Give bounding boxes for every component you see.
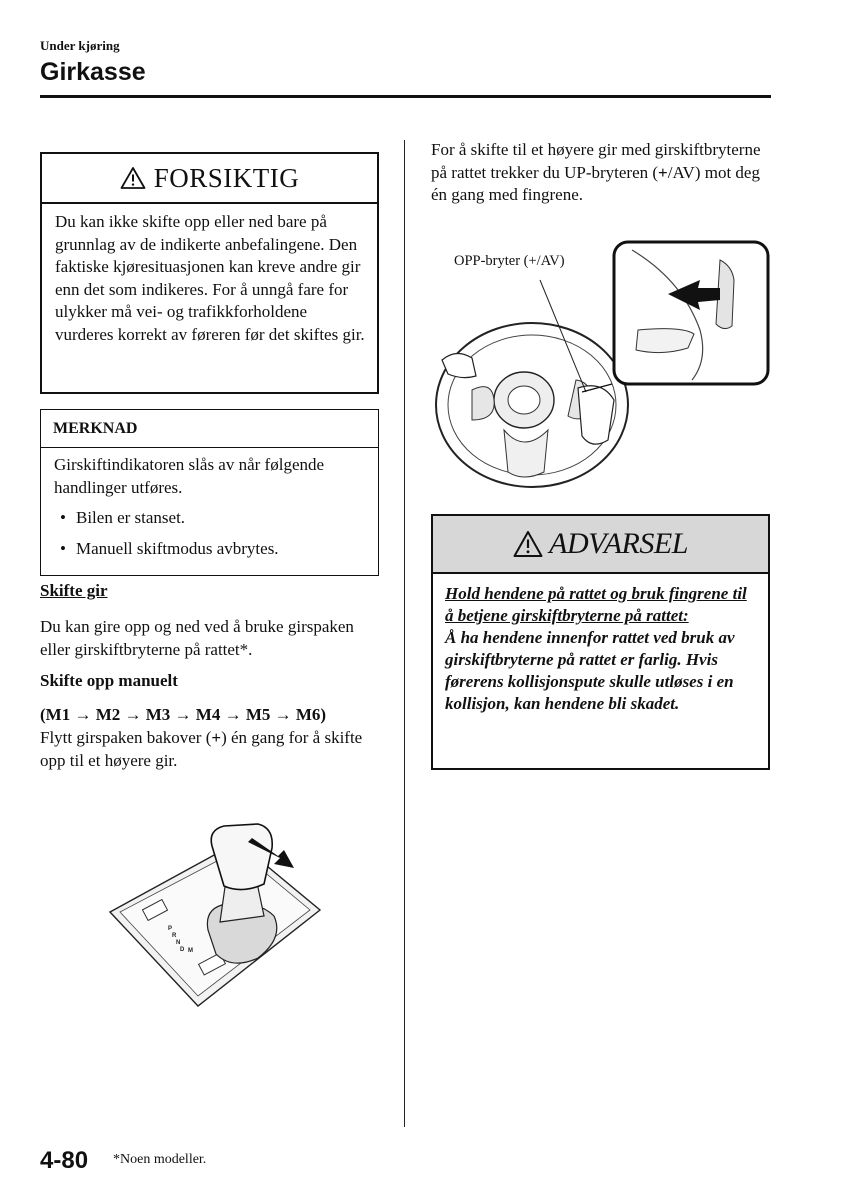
section-label: Under kjøring	[40, 38, 120, 53]
page-number: 4-80	[40, 1147, 89, 1174]
note-bullet: • Bilen er stanset.	[54, 507, 366, 530]
heading-skifte-opp: Skifte opp manuelt	[40, 671, 178, 690]
wheel-callout-label: OPP-bryter (+/AV)	[454, 253, 565, 269]
paragraph-shift-intro: Du kan gire opp og ned ved å bruke girspaken eller girskiftbryterne på rattet*.	[40, 617, 354, 659]
caution-box	[40, 152, 379, 394]
note-bullet-list	[54, 507, 366, 560]
paragraph-text: For å skifte til et høyere gir med girskiftbryterne på rattet trekker du UP-bryteren (	[431, 140, 761, 182]
note-title: MERKNAD	[41, 410, 378, 448]
warning-triangle-icon	[513, 530, 543, 558]
column-divider	[404, 140, 405, 1127]
title-rule	[40, 95, 771, 98]
shifter-label-n: N	[176, 940, 181, 946]
paragraph-paddle-shift	[431, 139, 771, 207]
warning-header	[433, 516, 768, 574]
warning-box	[431, 514, 770, 770]
shifter-label-p: P	[168, 926, 173, 932]
note-body	[41, 448, 378, 560]
warning-text: Å ha hendene innenfor rattet ved bruk av girskiftbryterne på rattet er farlig. Hvis førerens kollisjonspute skulle utløses i en kollisjon, kan hendene bli skadet.	[445, 628, 735, 713]
warning-title: ADVARSEL	[549, 527, 688, 560]
warning-heading: Hold hendene på rattet og bruk fingrene til å betjene girskiftbryterne på rattet:	[445, 584, 747, 625]
shifter-label-d: D	[180, 947, 185, 953]
gear-shifter-illustration	[108, 812, 322, 1008]
shifter-label-m: M	[188, 948, 193, 954]
caution-title: FORSIKTIG	[153, 162, 300, 193]
paragraph-text: ) én gang for å skifte opp til et høyere gir.	[40, 728, 363, 770]
warning-body	[433, 574, 768, 715]
caution-header	[42, 154, 377, 204]
page-title: Girkasse	[40, 58, 146, 86]
gear-sequence: (M1 → M2 → M3 → M4 → M5 → M6)	[40, 705, 327, 724]
heading-skifte-gir: Skifte gir	[40, 581, 108, 600]
warning-triangle-icon	[120, 166, 146, 190]
note-text: Girskiftindikatoren slås av når følgende handlinger utføres.	[54, 455, 325, 497]
paragraph-text: /AV) mot deg én gang med fingrene.	[431, 162, 760, 204]
paragraph-text: Flytt girspaken bakover (	[40, 728, 212, 747]
note-bullet: • Manuell skiftmodus avbrytes.	[54, 538, 366, 561]
footnote: *Noen modeller.	[113, 1152, 207, 1167]
paragraph-shift-up	[40, 727, 390, 772]
caution-text: Du kan ikke skifte opp eller ned bare på grunnlag av de indikerte anbefalingene. Den faktiske kjøresituasjonen kan kreve andre gir enn det som indikeres. For å unngå fare for ulykker må vei- og trafikkforholdene vurderes korrekt av føreren før det skiftes gir.	[55, 212, 365, 344]
note-box	[40, 409, 379, 576]
plus-icon: +	[658, 162, 668, 182]
steering-wheel-illustration	[432, 240, 772, 498]
plus-icon: +	[211, 728, 222, 747]
shifter-label-r: R	[172, 933, 177, 939]
